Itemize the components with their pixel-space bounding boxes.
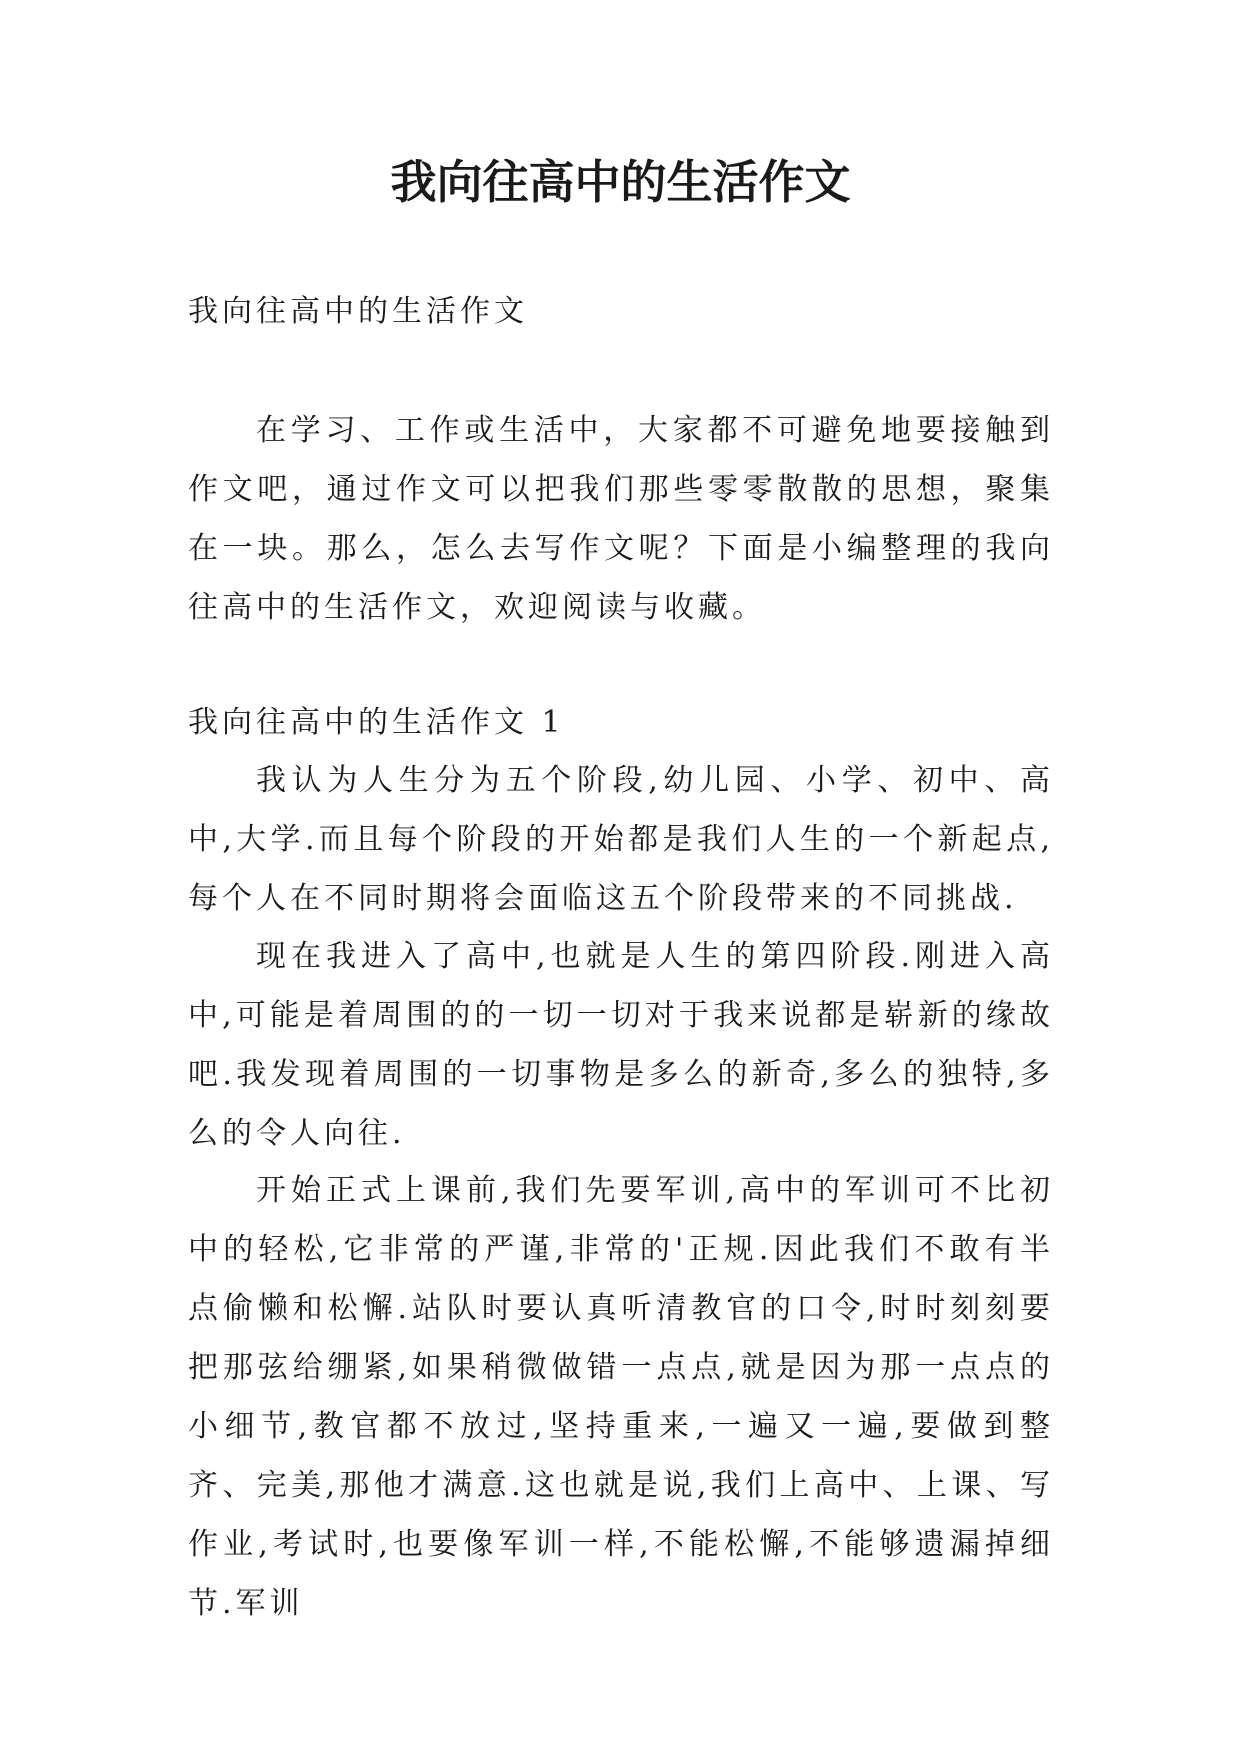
essay-heading: 我向往高中的生活作文 1 [188, 705, 565, 740]
essay-paragraph-2: 现在我进入了高中,也就是人生的第四阶段.刚进入高中,可能是着周围的的一切一切对于我来说都是崭新的缘故吧.我发现着周围的一切事物是多么的新奇,多么的独特,多么的令人向往. [188, 939, 1054, 1151]
document-subtitle: 我向往高中的生活作文 [188, 294, 528, 329]
essay-paragraph-3: 开始正式上课前,我们先要军训,高中的军训可不比初中的轻松,它非常的严谨,非常的'正规.因此我们不敢有半点偷懒和松懈.站队时要认真听清教官的口令,时时刻刻要把那弦给绷紧,如果稍微做错一点点,就是因为那一点点的小细节,教官都不放过,坚持重来,一遍又一遍,要做到整齐、完美,那他才满意.这也就是说,我们上高中、上课、写作业,考试时,也要像军训一样,不能松懈,不能够遗漏掉细节.军训 [188, 1173, 1054, 1621]
essay-paragraph-1: 我认为人生分为五个阶段,幼儿园、小学、初中、高中,大学.而且每个阶段的开始都是我们人生的一个新起点,每个人在不同时期将会面临这五个阶段带来的不同挑战. [188, 763, 1054, 916]
document-title: 我向往高中的生活作文 [390, 155, 851, 209]
intro-paragraph: 在学习、工作或生活中，大家都不可避免地要接触到作文吧，通过作文可以把我们那些零零散散的思想，聚集在一块。那么，怎么去写作文呢？下面是小编整理的我向往高中的生活作文，欢迎阅读与收藏。 [188, 413, 1054, 625]
